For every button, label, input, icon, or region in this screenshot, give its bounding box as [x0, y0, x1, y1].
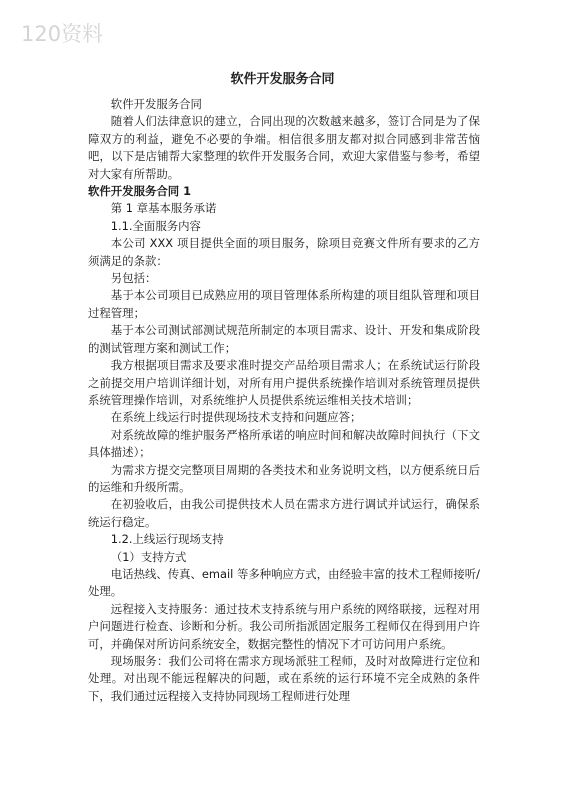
paragraph: 对系统故障的维护服务严格所承诺的响应时间和解决故障时间执行（下文具体描述）； [88, 427, 480, 460]
subsection-heading: 1.2.上线运行现场支持 [110, 532, 224, 547]
paragraph: 在系统上线运行时提供现场技术支持和问题应答； [110, 410, 362, 425]
paragraph: 远程接入支持服务：通过技术支持系统与用户系统的网络联接，远程对用户问题进行检查、诊断和分析。我公司所指派固定服务工程师仅在得到用户许可，并确保对所访问系统安全，数据完整性的情况下才可访问用户系统。 [88, 601, 480, 651]
section-heading: 软件开发服务合同 1 [88, 184, 192, 199]
item-heading: （1）支持方式 [110, 549, 187, 564]
paragraph: 基于本公司项目已成熟应用的项目管理体系所构建的项目组队管理和项目过程管理； [88, 288, 480, 320]
paragraph: 为需求方提交完整项目周期的各类技术和业务说明文档，以方便系统日后的运维和升级所需。 [88, 462, 480, 494]
paragraph: 在初验收后，由我公司提供技术人员在需求方进行调试并试运行，确保系统运行稳定。 [88, 497, 480, 529]
paragraph: 现场服务：我们公司将在需求方现场派驻工程师，及时对故障进行定位和处理。对出现不能远程解决的问题，或在系统的运行环境不完全成熟的条件下，我们通过远程接入支持协同现场工程师进行处理 [88, 654, 480, 703]
subsection-heading: 1.1.全面服务内容 [110, 218, 201, 233]
paragraph: 另包括： [110, 271, 157, 286]
paragraph: 本公司 XXX 项目提供全面的项目服务，除项目竞赛文件所有要求的乙方须满足的条款： [88, 236, 480, 268]
paragraph: 软件开发服务合同 [110, 97, 202, 111]
watermark-logo: 120资料 [21, 22, 104, 46]
paragraph: 随着人们法律意识的建立，合同出现的次数越来越多，签订合同是为了保障双方的利益，避免不必要的争端。相信很多朋友都对拟合同感到非常苦恼吧，以下是店铺帮大家整理的软件开发服务合同，欢迎大家借鉴与参考，希望对大家有所帮助。 [88, 114, 480, 181]
paragraph: 我方根据项目需求及要求准时提交产品给项目需求人；在系统试运行阶段之前提交用户培训详细计划，对所有用户提供系统操作培训对系统管理员提供系统管理操作培训，对系统维护人员提供系统运维相关技术培训； [88, 358, 480, 407]
chapter-heading: 第 1 章基本服务承诺 [110, 201, 217, 216]
paragraph: 基于本公司测试部测试规范所制定的本项目需求、设计、开发和集成阶段的测试管理方案和测试工作； [88, 323, 480, 355]
document-body [88, 96, 480, 705]
document-title: 软件开发服务合同 [230, 72, 335, 87]
paragraph: 电话热线、传真、email 等多种响应方式，由经验丰富的技术工程师接听/处理。 [88, 566, 480, 599]
